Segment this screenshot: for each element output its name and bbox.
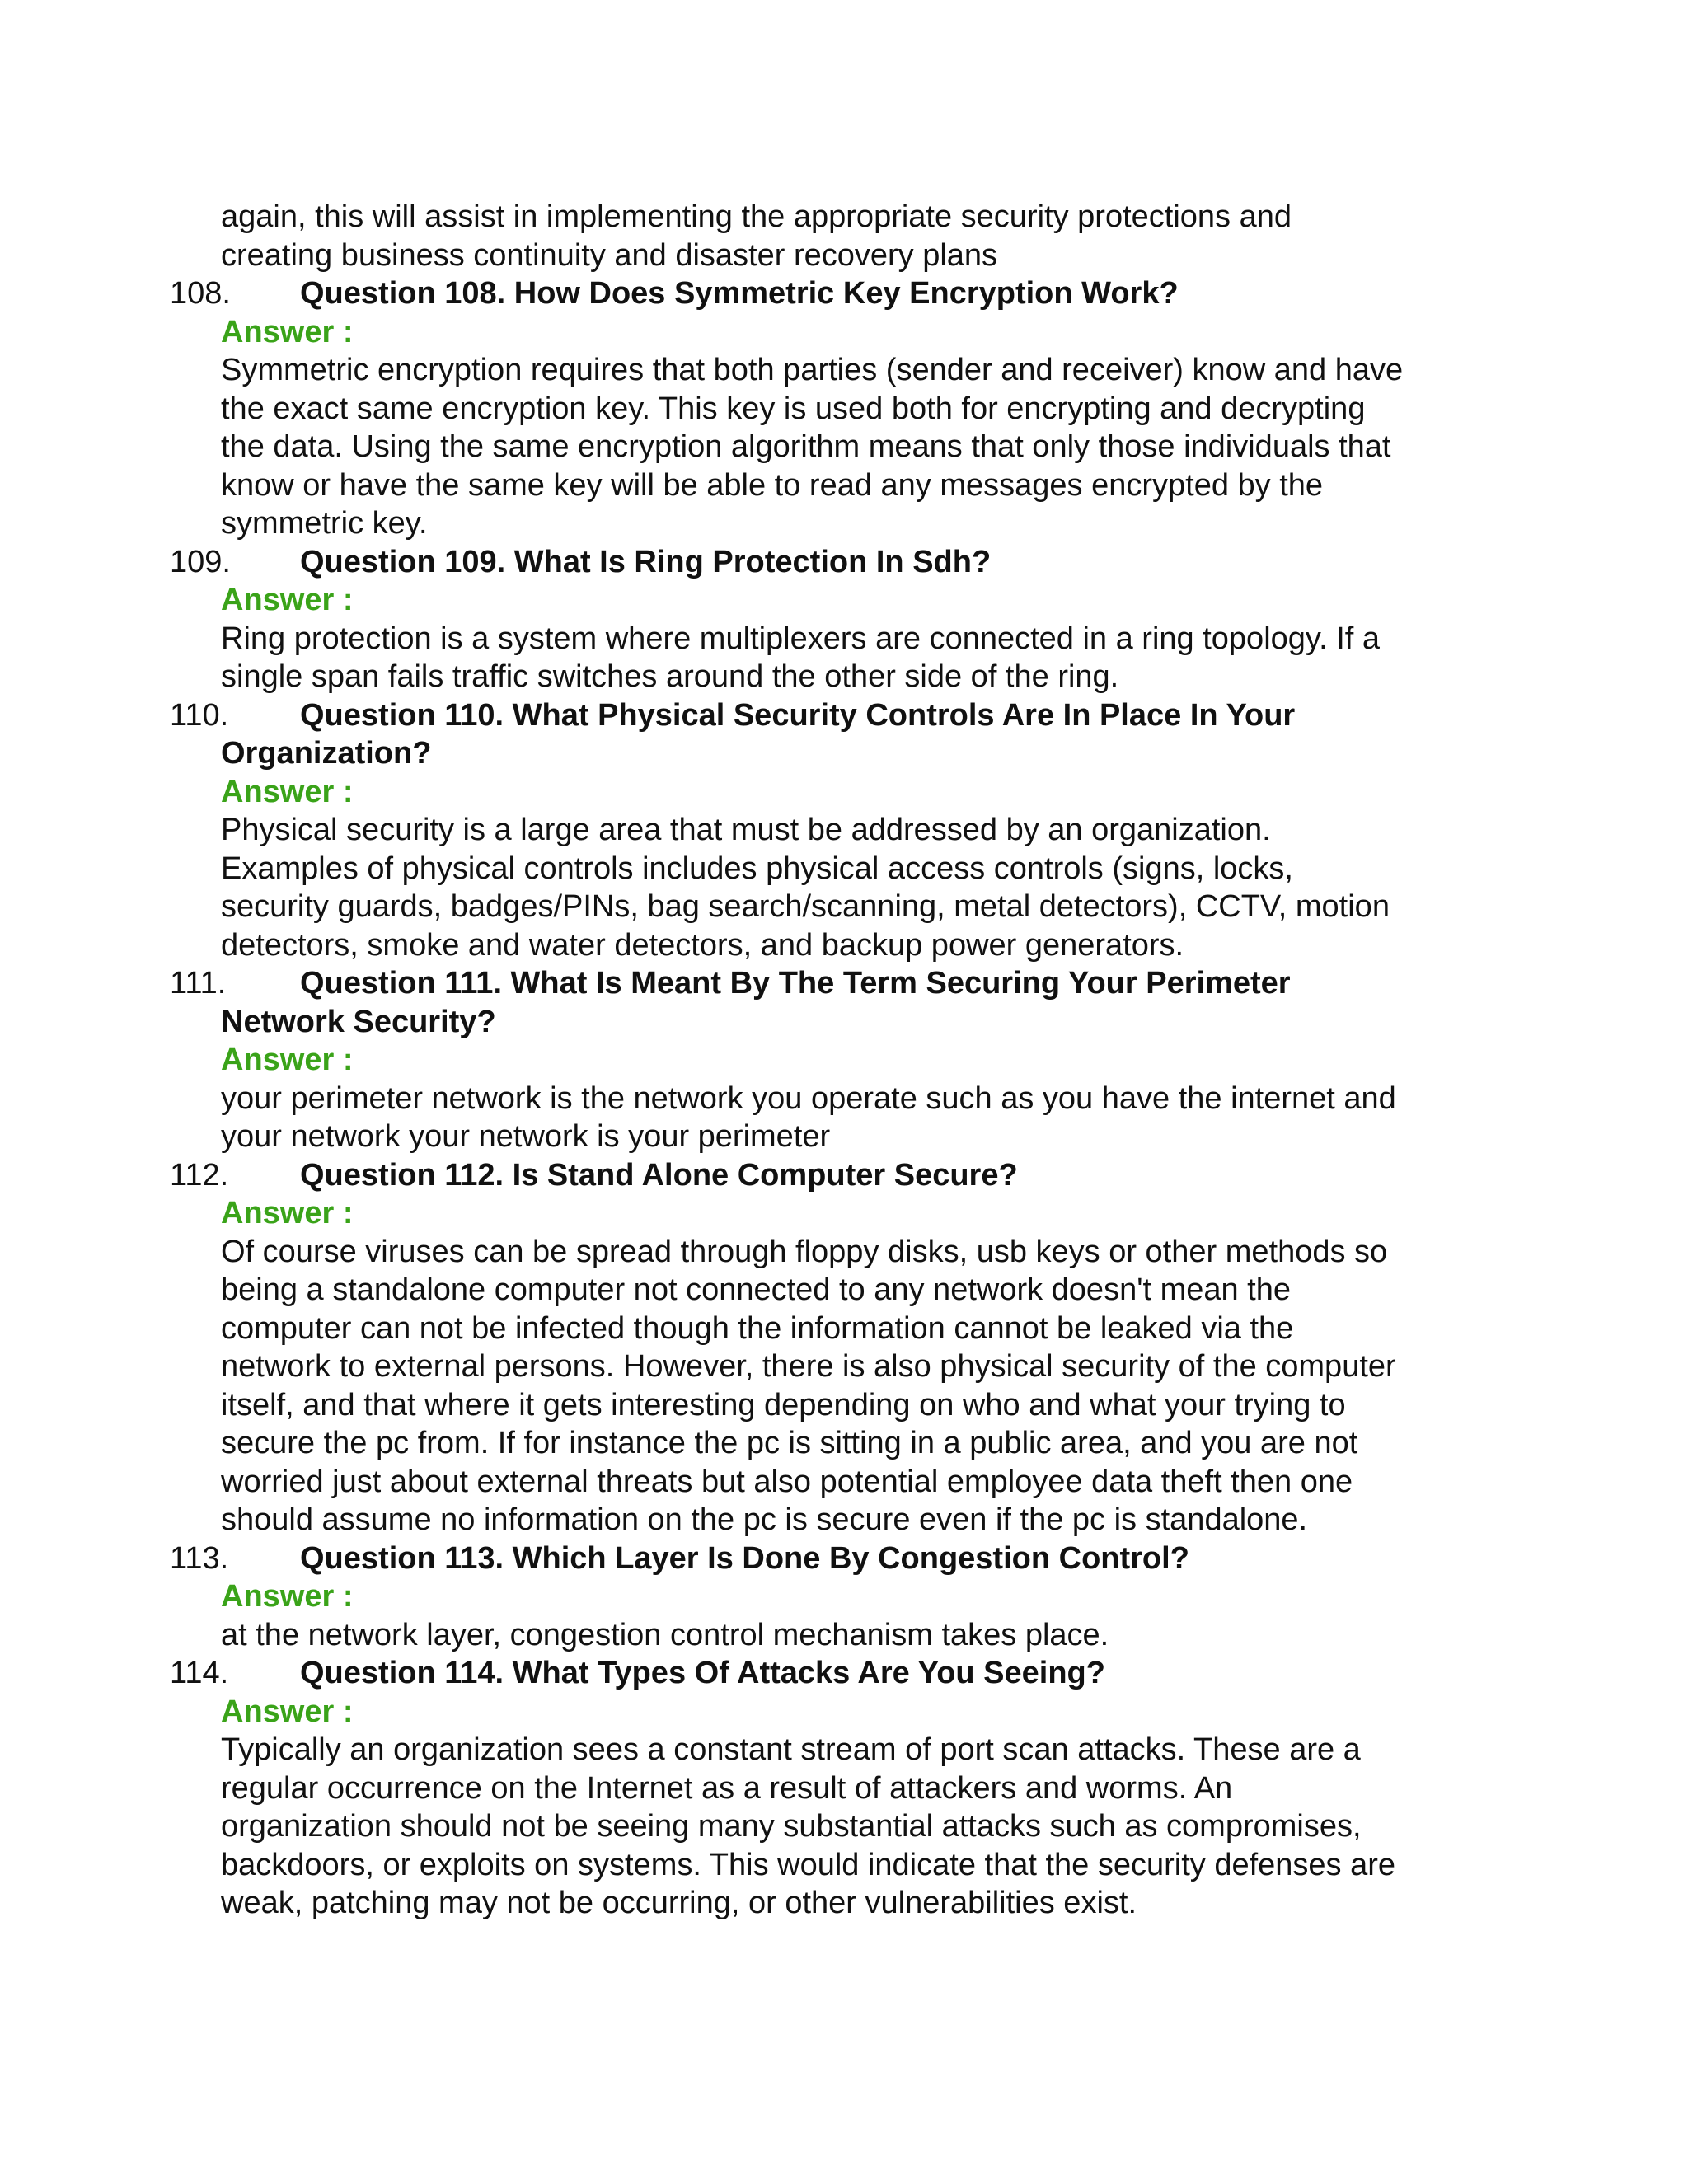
qa-item-114 <box>170 1654 1489 1923</box>
qa-item-109 <box>170 543 1489 696</box>
answer-text: Symmetric encryption requires that both parties (sender and receiver) know and have the exact same encryption key. This key is used both for encrypting and decrypting the data. Using the same encryption algorithm means that only those individuals that know or have the same key will be able to read any messages encrypted by the symmetric key. <box>221 353 1404 541</box>
question-number: 113. <box>170 1540 229 1576</box>
question-heading: Question 109. What Is Ring Protection In Sdh? <box>300 544 992 579</box>
qa-item-113 <box>170 1540 1489 1655</box>
intro-paragraph: again, this will assist in implementing the appropriate security protections and creating business continuity and disaster recovery plans <box>221 199 1292 273</box>
answer-label: Answer : <box>221 774 354 809</box>
answer-label: Answer : <box>221 1579 354 1614</box>
answer-label: Answer : <box>221 1694 354 1729</box>
answer-label: Answer : <box>221 1196 354 1230</box>
answer-label: Answer : <box>221 1043 354 1077</box>
question-number: 108. <box>170 276 231 311</box>
answer-text: Of course viruses can be spread through floppy disks, usb keys or other methods so being a standalone computer not connected to any network doesn't mean the computer can not be infected though the information cannot be leaked via the network to external persons. However, there is also physical security of the computer itself, and that where it gets interesting depending on who and what your trying to secure the pc from. If for instance the pc is sitting in a public area, and you are not worried just about external threats but also potential employee data theft then one should assume no information on the pc is secure even if the pc is standalone. <box>221 1234 1396 1537</box>
qa-item-111 <box>170 964 1489 1156</box>
question-heading: Question 110. What Physical Security Controls Are In Place In Your Organization? <box>221 697 1296 771</box>
answer-text: Physical security is a large area that must be addressed by an organization. Examples of physical controls includes physical access controls (signs, locks, security guards, badges/PINs, bag search/scanning, metal detectors), CCTV, motion detectors, smoke and water detectors, and backup power generators. <box>221 813 1390 963</box>
answer-text: at the network layer, congestion control mechanism takes place. <box>221 1617 1109 1652</box>
question-number: 111. <box>170 966 227 1001</box>
question-number: 110. <box>170 697 229 733</box>
question-heading: Question 114. What Types Of Attacks Are You Seeing? <box>300 1656 1105 1690</box>
qa-item-110 <box>170 696 1489 965</box>
answer-label: Answer : <box>221 583 354 617</box>
question-heading: Question 113. Which Layer Is Done By Congestion Control? <box>300 1540 1189 1576</box>
answer-text: Ring protection is a system where multiplexers are connected in a ring topology. If a single span fails traffic switches around the other side of the ring. <box>221 621 1380 694</box>
question-heading: Question 108. How Does Symmetric Key Encryption Work? <box>300 276 1179 311</box>
question-number: 109. <box>170 544 231 579</box>
qa-item-108 <box>170 274 1489 543</box>
question-heading: Question 112. Is Stand Alone Computer Secure? <box>300 1157 1018 1193</box>
answer-label: Answer : <box>221 314 354 349</box>
question-heading: Question 111. What Is Meant By The Term Securing Your Perimeter Network Security? <box>221 966 1291 1039</box>
question-number: 112. <box>170 1157 229 1193</box>
answer-text: Typically an organization sees a constant stream of port scan attacks. These are a regular occurrence on the Internet as a result of attackers and worms. An organization should not be seeing many substantial attacks such as compromises, backdoors, or exploits on systems. This would indicate that the security defenses are weak, patching may not be occurring, or other vulnerabilities exist. <box>221 1732 1396 1920</box>
document-content <box>170 198 1489 1923</box>
qa-item-112 <box>170 1156 1489 1540</box>
question-number: 114. <box>170 1656 229 1690</box>
answer-text: your perimeter network is the network you operate such as you have the internet and your network your network is your perimeter <box>221 1080 1396 1154</box>
